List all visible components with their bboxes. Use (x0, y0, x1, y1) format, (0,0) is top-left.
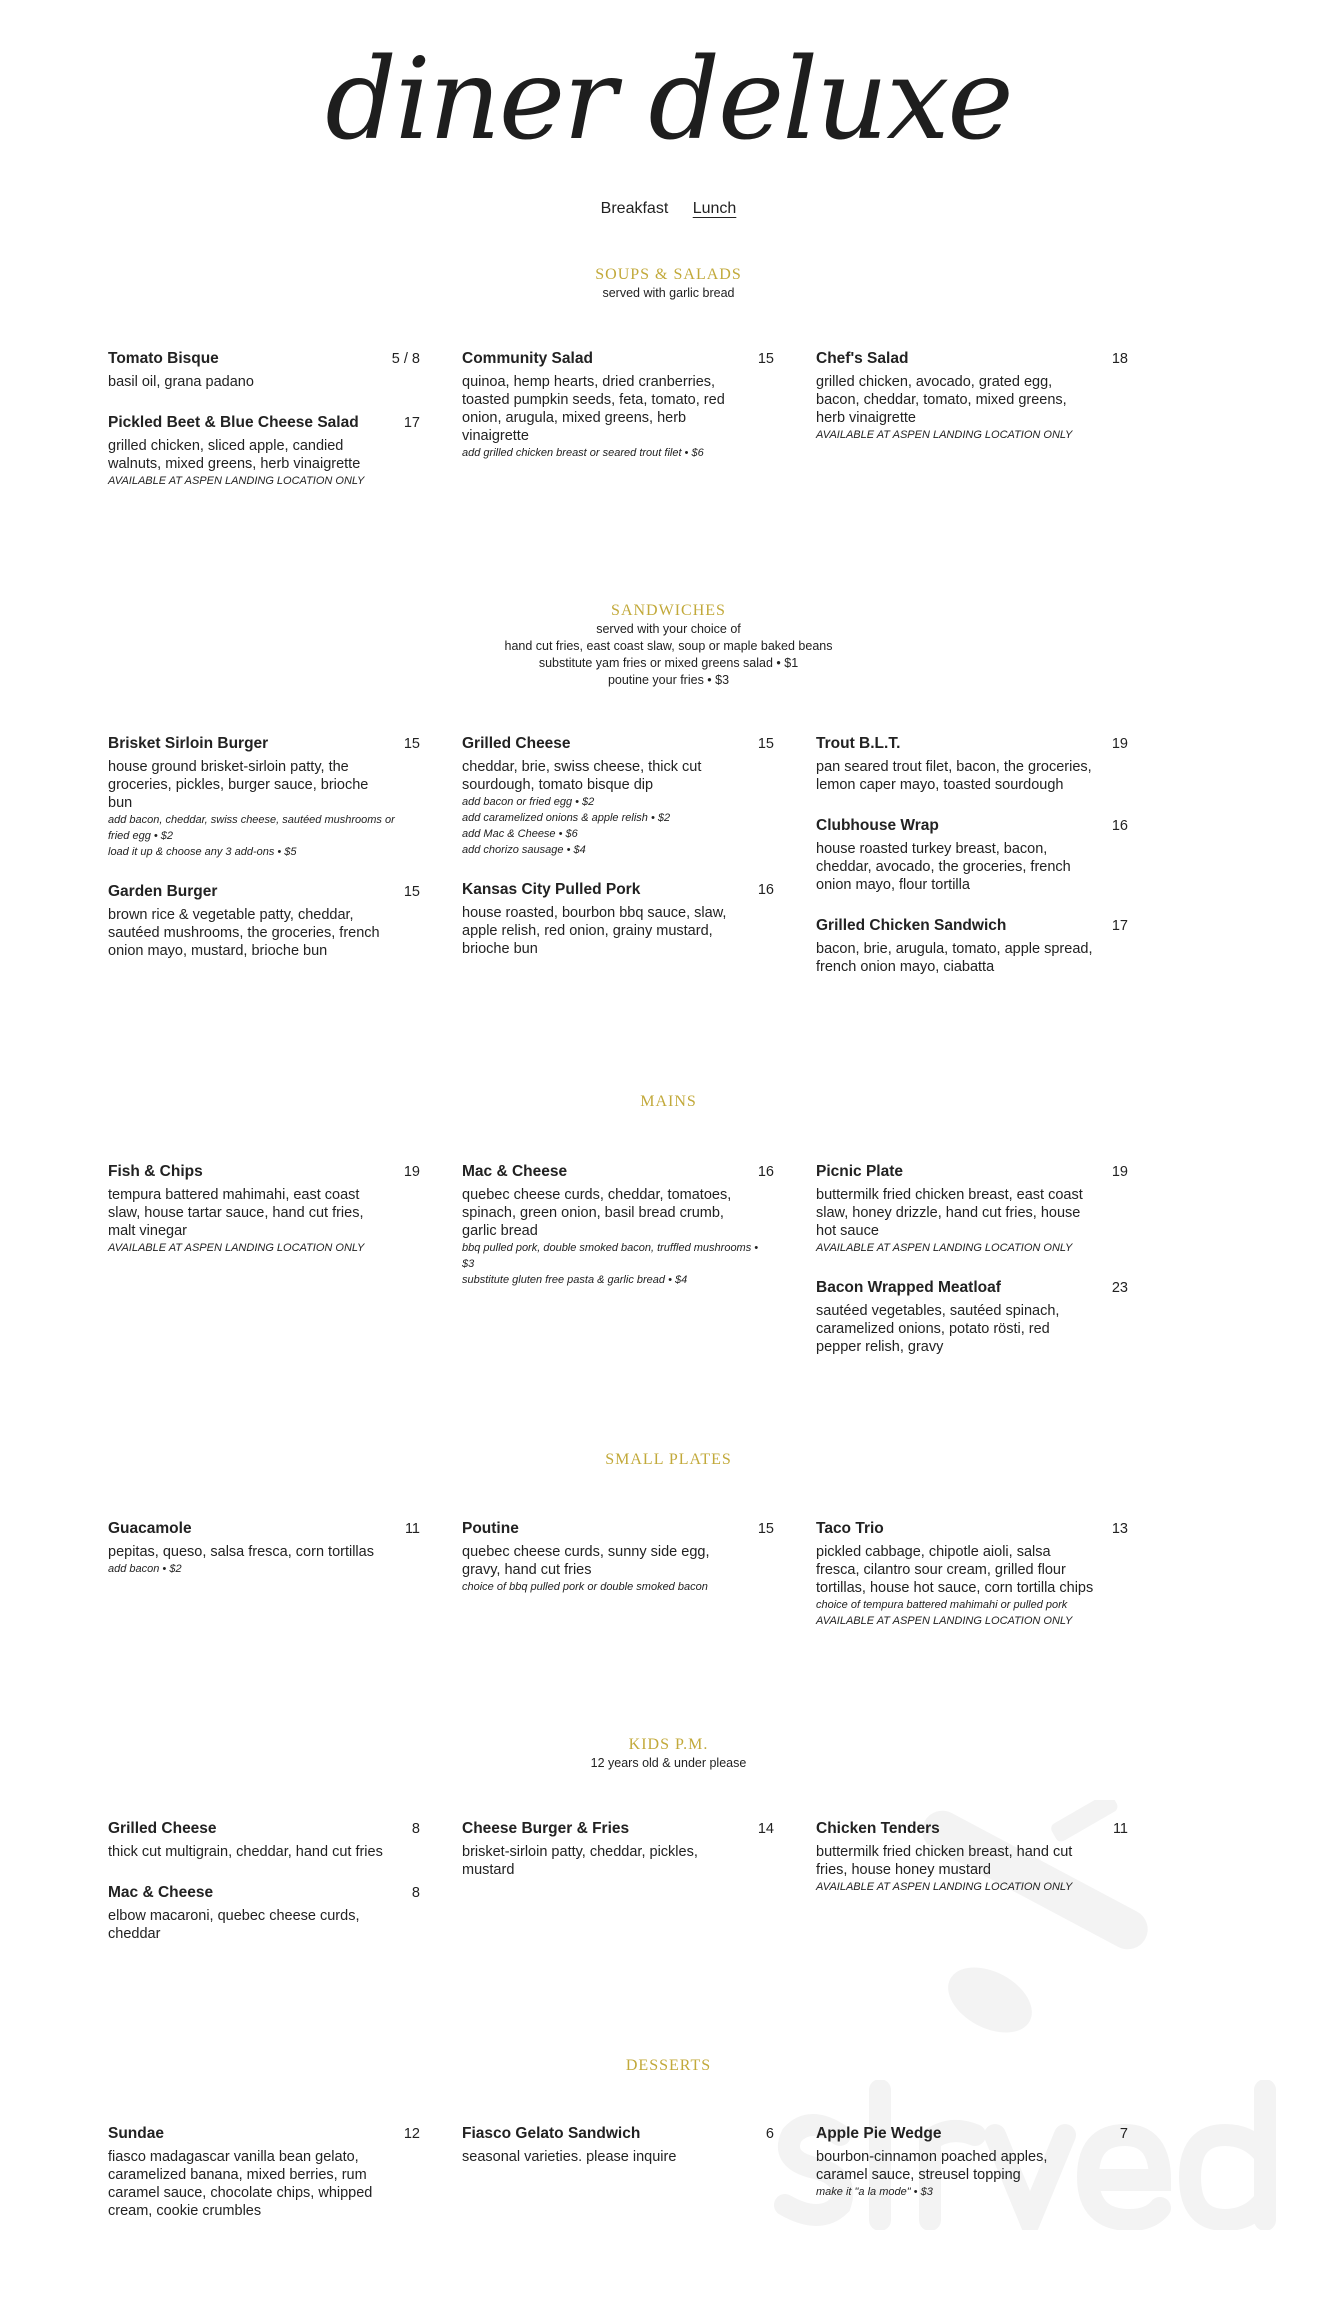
item-description: grilled chicken, avocado, grated egg, bacon, cheddar, tomato, mixed greens, herb vinaigrette (816, 374, 1067, 426)
logo: diner deluxe (325, 35, 1012, 165)
item-note: AVAILABLE AT ASPEN LANDING LOCATION ONLY (816, 1615, 1073, 1627)
item-note: choice of bbq pulled pork or double smoked bacon (462, 1581, 708, 1593)
menu-item (462, 349, 774, 461)
menu-column (462, 349, 774, 461)
item-name: Clubhouse Wrap (816, 817, 939, 834)
section-title: SMALL PLATES (605, 1451, 732, 1468)
item-name: Picnic Plate (816, 1163, 904, 1180)
item-price: 15 (403, 736, 420, 752)
item-name: Mac & Cheese (108, 1884, 214, 1901)
item-description: buttermilk fried chicken breast, hand cut fries, house honey mustard (816, 1844, 1073, 1878)
item-description: seasonal varieties. please inquire (462, 2149, 677, 2165)
menu-section (0, 1092, 1337, 1450)
item-description: brisket-sirloin patty, cheddar, pickles, mustard (462, 1844, 698, 1878)
item-columns (108, 1162, 1337, 1356)
menu-section (0, 601, 1337, 1092)
item-note: add bacon or fried egg • $2 (462, 796, 595, 808)
item-note: AVAILABLE AT ASPEN LANDING LOCATION ONLY (108, 1242, 365, 1254)
menu-item (108, 734, 420, 860)
item-description: elbow macaroni, quebec cheese curds, cheddar (108, 1908, 360, 1942)
menu-column (816, 1162, 1128, 1356)
item-name: Community Salad (462, 350, 593, 367)
item-note: add Mac & Cheese • $6 (462, 828, 578, 840)
item-price: 14 (757, 1821, 774, 1837)
menu (0, 265, 1337, 2260)
item-name: Grilled Cheese (462, 735, 571, 752)
item-note: add grilled chicken breast or seared trout filet • $6 (462, 447, 704, 459)
menu-column (108, 2124, 420, 2220)
item-price: 19 (403, 1164, 420, 1180)
item-description: pickled cabbage, chipotle aioli, salsa fresca, cilantro sour cream, grilled flour tortillas, house hot sauce, corn tortilla chips (816, 1544, 1094, 1596)
item-price: 15 (403, 884, 420, 900)
item-name: Poutine (462, 1520, 519, 1537)
section-title: DESSERTS (625, 2057, 712, 2074)
menu-column (816, 349, 1128, 443)
item-price: 15 (757, 1521, 774, 1537)
item-name: Grilled Cheese (108, 1820, 217, 1837)
item-columns (108, 2124, 1337, 2220)
item-price: 17 (1111, 918, 1128, 934)
item-price: 11 (1112, 1821, 1128, 1837)
nav-lunch[interactable]: Lunch (692, 200, 737, 217)
menu-column (462, 1519, 774, 1595)
section-subtitle: served with your choice of (596, 622, 741, 636)
menu-item (462, 880, 774, 958)
item-name: Apple Pie Wedge (816, 2125, 942, 2142)
section-subtitle: served with garlic bread (602, 286, 735, 300)
menu-item (108, 1819, 420, 1861)
item-price: 19 (1111, 736, 1128, 752)
menu-item (462, 2124, 774, 2166)
section-subtitle: hand cut fries, east coast slaw, soup or maple baked beans (504, 639, 833, 653)
item-description: bacon, brie, arugula, tomato, apple spread, french onion mayo, ciabatta (816, 941, 1093, 975)
item-columns (108, 734, 1337, 976)
item-description: thick cut multigrain, cheddar, hand cut fries (108, 1844, 383, 1860)
nav-breakfast[interactable]: Breakfast (600, 200, 669, 217)
item-description: quebec cheese curds, sunny side egg, gravy, hand cut fries (462, 1544, 710, 1578)
item-name: Tomato Bisque (108, 350, 219, 367)
item-price: 8 (411, 1885, 420, 1901)
section-header (0, 2056, 1337, 2124)
item-note: AVAILABLE AT ASPEN LANDING LOCATION ONLY (108, 475, 365, 487)
item-price: 5 / 8 (391, 351, 420, 367)
menu-item (108, 882, 420, 960)
item-name: Mac & Cheese (462, 1163, 568, 1180)
item-description: tempura battered mahimahi, east coast slaw, house tartar sauce, hand cut fries, malt vinegar (108, 1187, 364, 1239)
item-price: 12 (403, 2126, 420, 2142)
menu-column (816, 1819, 1128, 1895)
menu-item (816, 1162, 1128, 1256)
item-name: Fish & Chips (108, 1163, 203, 1180)
section-title: MAINS (640, 1093, 697, 1110)
item-price: 13 (1111, 1521, 1128, 1537)
menu-item (462, 1162, 774, 1288)
item-name: Chef's Salad (816, 350, 909, 367)
menu-column (462, 2124, 774, 2166)
menu-item (108, 349, 420, 391)
item-name: Grilled Chicken Sandwich (816, 917, 1007, 934)
item-name: Brisket Sirloin Burger (108, 735, 269, 752)
menu-column (108, 1819, 420, 1943)
item-name: Fiasco Gelato Sandwich (462, 2125, 641, 2142)
menu-item (816, 349, 1128, 443)
menu-item (462, 734, 774, 858)
menu-column (108, 734, 420, 960)
item-price: 15 (757, 736, 774, 752)
menu-item (816, 1278, 1128, 1356)
item-note: add caramelized onions & apple relish • $2 (462, 812, 671, 824)
menu-column (108, 1519, 420, 1577)
section-title: SOUPS & SALADS (595, 266, 742, 283)
menu-section (0, 265, 1337, 601)
menu-column (462, 1162, 774, 1288)
item-description: house roasted, bourbon bbq sauce, slaw, apple relish, red onion, grainy mustard, brioche bun (462, 905, 727, 957)
item-description: grilled chicken, sliced apple, candied walnuts, mixed greens, herb vinaigrette (108, 438, 361, 472)
menu-item (816, 2124, 1128, 2200)
item-description: pepitas, queso, salsa fresca, corn tortillas (108, 1544, 374, 1560)
menu-column (108, 349, 420, 489)
item-description: fiasco madagascar vanilla bean gelato, caramelized banana, mixed berries, rum caramel sauce, chocolate chips, whipped cream, cookie crumbles (108, 2149, 373, 2219)
section-header (0, 1092, 1337, 1162)
item-note: AVAILABLE AT ASPEN LANDING LOCATION ONLY (816, 1881, 1073, 1893)
section-header (0, 1450, 1337, 1519)
section-subtitle: 12 years old & under please (590, 1756, 747, 1770)
item-name: Garden Burger (108, 883, 218, 900)
section-subtitle: substitute yam fries or mixed greens salad • $1 (538, 656, 799, 670)
section-title: KIDS P.M. (628, 1736, 709, 1753)
menu-section (0, 1735, 1337, 2056)
item-name: Guacamole (108, 1520, 192, 1537)
menu-column (816, 2124, 1128, 2200)
menu-column (816, 1519, 1128, 1629)
item-note: bbq pulled pork, double smoked bacon, truffled mushrooms • $3 (462, 1242, 759, 1270)
menu-column (462, 734, 774, 958)
item-description: house roasted turkey breast, bacon, cheddar, avocado, the groceries, french onion mayo, flour tortilla (816, 841, 1071, 893)
menu-item (816, 816, 1128, 894)
item-price: 11 (404, 1521, 420, 1537)
item-note: choice of tempura battered mahimahi or pulled pork (816, 1599, 1068, 1611)
section-title: SANDWICHES (611, 602, 726, 619)
menu-item (108, 1162, 420, 1256)
item-note: load it up & choose any 3 add-ons • $5 (108, 846, 297, 858)
section-header (0, 1735, 1337, 1819)
menu-column (816, 734, 1128, 976)
item-price: 8 (411, 1821, 420, 1837)
item-name: Pickled Beet & Blue Cheese Salad (108, 414, 359, 431)
item-price: 23 (1111, 1280, 1128, 1296)
menu-item (816, 916, 1128, 976)
menu-item (816, 1819, 1128, 1895)
menu-item (108, 413, 420, 489)
menu-section (0, 2056, 1337, 2260)
item-description: pan seared trout filet, bacon, the groceries, lemon caper mayo, toasted sourdough (816, 759, 1092, 793)
menu-nav (0, 200, 1337, 218)
item-description: house ground brisket-sirloin patty, the groceries, pickles, burger sauce, brioche bun (108, 759, 369, 811)
item-price: 6 (765, 2126, 774, 2142)
item-price: 15 (757, 351, 774, 367)
item-price: 16 (757, 882, 774, 898)
item-columns (108, 1819, 1337, 1943)
item-name: Sundae (108, 2125, 164, 2142)
menu-item (462, 1819, 774, 1879)
item-description: sautéed vegetables, sautéed spinach, caramelized onions, potato rösti, red pepper relish, gravy (816, 1303, 1060, 1355)
item-description: quinoa, hemp hearts, dried cranberries, toasted pumpkin seeds, feta, tomato, red onion, arugula, mixed greens, herb vinaigrette (462, 374, 725, 444)
menu-item (816, 1519, 1128, 1629)
item-note: add chorizo sausage • $4 (462, 844, 586, 856)
menu-item (108, 1883, 420, 1943)
item-columns (108, 349, 1337, 489)
item-price: 19 (1111, 1164, 1128, 1180)
item-columns (108, 1519, 1337, 1629)
item-name: Chicken Tenders (816, 1820, 940, 1837)
item-price: 17 (403, 415, 420, 431)
item-name: Trout B.L.T. (816, 735, 901, 752)
item-description: quebec cheese curds, cheddar, tomatoes, spinach, green onion, basil bread crumb, garlic bread (462, 1187, 732, 1239)
item-name: Cheese Burger & Fries (462, 1820, 630, 1837)
section-header (0, 601, 1337, 734)
item-note: AVAILABLE AT ASPEN LANDING LOCATION ONLY (816, 429, 1073, 441)
item-description: brown rice & vegetable patty, cheddar, sautéed mushrooms, the groceries, french onion mayo, mustard, brioche bun (108, 907, 380, 959)
item-price: 7 (1119, 2126, 1128, 2142)
menu-item (462, 1519, 774, 1595)
section-header (0, 265, 1337, 349)
item-name: Taco Trio (816, 1520, 884, 1537)
menu-column (462, 1819, 774, 1879)
menu-section (0, 1450, 1337, 1735)
item-note: substitute gluten free pasta & garlic bread • $4 (462, 1274, 688, 1286)
menu-item (816, 734, 1128, 794)
item-description: bourbon-cinnamon poached apples, caramel sauce, streusel topping (816, 2149, 1048, 2183)
item-note: add bacon, cheddar, swiss cheese, sautéed mushrooms or fried egg • $2 (108, 814, 395, 842)
item-price: 16 (757, 1164, 774, 1180)
item-name: Bacon Wrapped Meatloaf (816, 1279, 1001, 1296)
item-description: basil oil, grana padano (108, 374, 254, 390)
section-subtitle: poutine your fries • $3 (607, 673, 730, 687)
item-note: make it "a la mode" • $3 (816, 2186, 933, 2198)
item-price: 18 (1111, 351, 1128, 367)
menu-column (108, 1162, 420, 1256)
item-description: buttermilk fried chicken breast, east coast slaw, honey drizzle, hand cut fries, house hot sauce (816, 1187, 1083, 1239)
item-description: cheddar, brie, swiss cheese, thick cut sourdough, tomato bisque dip (462, 759, 702, 793)
item-name: Kansas City Pulled Pork (462, 881, 641, 898)
menu-item (108, 1519, 420, 1577)
menu-item (108, 2124, 420, 2220)
item-price: 16 (1111, 818, 1128, 834)
item-note: add bacon • $2 (108, 1563, 182, 1575)
item-note: AVAILABLE AT ASPEN LANDING LOCATION ONLY (816, 1242, 1073, 1254)
